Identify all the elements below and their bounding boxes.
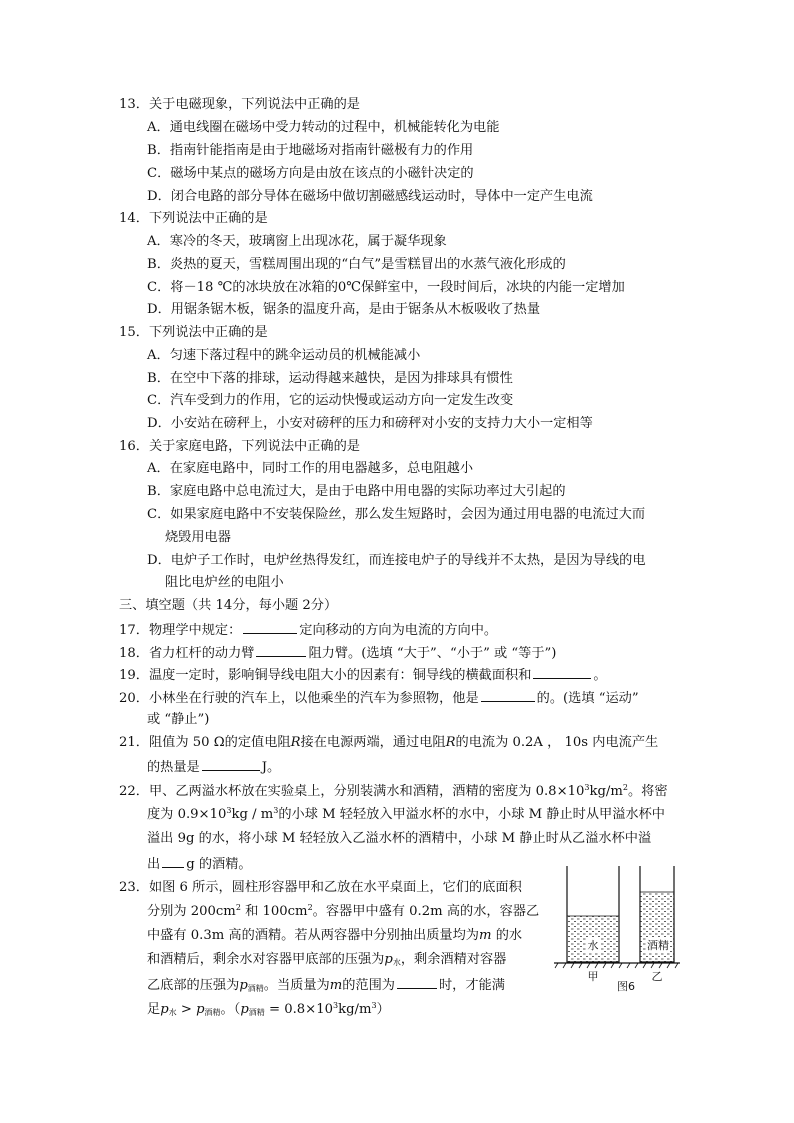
q22-text: 22．甲、乙两溢水杯放在实验桌上，分别装满水和酒精，酒精的密度为 0.8×10: [119, 784, 585, 799]
q19-text-b: 。: [593, 668, 607, 683]
q15-option-c: C．汽车受到力的作用，它的运动快慢或运动方向一定发生改变: [147, 393, 514, 408]
unit: kg / m: [231, 807, 274, 822]
density-symbol: p: [240, 1002, 249, 1017]
q23-line3: [147, 928, 522, 944]
q22-text: 度为 0.9×10: [147, 807, 227, 822]
answer-blank[interactable]: [162, 855, 184, 868]
q22-line3: 溢出 9g 的水，将小球 M 轻轻放入乙溢水杯的酒精中，小球 M 静止时从乙溢水杯中溢: [147, 831, 652, 846]
q22-line2: [147, 807, 665, 823]
answer-blank[interactable]: [243, 621, 297, 634]
q22-line4: [147, 855, 252, 873]
q16-option-c-line2: 烧毁用电器: [165, 530, 231, 545]
answer-blank[interactable]: [481, 689, 535, 702]
alcohol-label: 酒精: [647, 939, 669, 952]
q20-text-b: 的。(选填 “运动”: [536, 691, 639, 706]
q16-stem: 16．关于家庭电路，下列说法中正确的是: [119, 439, 360, 454]
q23-line2: [147, 904, 539, 920]
answer-blank[interactable]: [397, 976, 437, 989]
table-hatching: [555, 963, 678, 968]
q17: [119, 621, 497, 639]
superscript: 3: [333, 1001, 339, 1010]
q22-text: g 的酒精。: [186, 857, 252, 872]
q23-text: 中盛有 0.3m 高的酒精。若从两容器中分别抽出质量均为: [147, 928, 479, 943]
superscript: 2: [622, 783, 628, 792]
q23-text: 。当质量为: [263, 978, 330, 993]
q14-stem: 14．下列说法中正确的是: [119, 211, 268, 226]
q21-line2: [147, 758, 280, 776]
resistor-symbol: R: [445, 735, 456, 750]
superscript: 3: [371, 1001, 377, 1010]
subscript: 酒精: [248, 1008, 265, 1017]
q21-line1: [119, 735, 658, 751]
q22-line1: [119, 784, 668, 800]
q16-option-d-line1: D．电炉子工作时，电炉丝热得发红，而连接电炉子的导线并不太热，是因为导线的电: [147, 553, 646, 568]
q18: [119, 644, 556, 662]
unit: kg/m: [338, 1002, 372, 1017]
q18-text-b: 阻力臂。(选填 “大于”、“小于” 或 “等于”): [308, 646, 557, 661]
q23-text: 分别为 200cm: [147, 904, 236, 919]
q23-text: 。（: [220, 1002, 241, 1017]
q20-text-a: 20．小林坐在行驶的汽车上，以他乘坐的汽车为参照物，他是: [119, 691, 479, 706]
subscript: 水: [168, 1008, 177, 1017]
q23-line1: 23．如图 6 所示，圆柱形容器甲和乙放在水平桌面上，它们的底面积: [119, 880, 522, 895]
q23-text: 乙底部的压强为: [147, 978, 240, 993]
q14-option-c: C．将－18 ℃的冰块放在冰箱的0℃保鲜室中，一段时间后，冰块的内能一定增加: [147, 280, 625, 295]
q13-option-d: D．闭合电路的部分导体在磁场中做切割磁感线运动时，导体中一定产生电流: [147, 189, 593, 204]
superscript: 3: [226, 806, 232, 815]
q14-option-d: D．用锯条锯木板，锯条的温度升高，是由于锯条从木板吸收了热量: [147, 302, 541, 317]
q23-line6: [147, 1002, 390, 1018]
subscript: 酒精: [204, 1008, 221, 1017]
q14-option-a: A．寒冷的冬天，玻璃窗上出现冰花，属于凝华现象: [147, 234, 447, 249]
superscript: 2: [235, 903, 241, 912]
figure-caption: 图6: [617, 980, 635, 992]
answer-blank[interactable]: [256, 644, 306, 657]
q13-option-c: C．磁场中某点的磁场方向是由放在该点的小磁针决定的: [147, 166, 474, 181]
subscript: 水: [392, 958, 401, 967]
q23-line5: [147, 976, 505, 994]
pressure-symbol: p: [196, 1002, 205, 1017]
superscript: 3: [584, 783, 590, 792]
q13-option-a: A．通电线圈在磁场中受力转动的过程中，机械能转化为电能: [147, 120, 500, 135]
q15-stem: 15．下列说法中正确的是: [119, 325, 268, 340]
resistor-symbol: R: [290, 735, 301, 750]
q17-text-b: 定向移动的方向为电流的方向中。: [299, 623, 498, 638]
q19: [119, 666, 607, 684]
q23-text: ）: [376, 1002, 390, 1017]
q18-text-a: 18．省力杠杆的动力臂: [119, 646, 255, 661]
q16-option-d-line2: 阻比电炉丝的电阻小: [165, 575, 284, 590]
q19-text-a: 19．温度一定时，影响铜导线电阻大小的因素有：铜导线的横截面积和: [119, 668, 532, 683]
container-jia-label: 甲: [587, 970, 599, 983]
q20-line2: 或 “静止”): [147, 712, 210, 727]
q22-text: 。将密: [627, 784, 668, 799]
q23-text: 和酒精后，剩余水对容器甲底部的压强为: [147, 952, 385, 967]
q23-text: 和 100cm: [240, 904, 308, 919]
q21-text-c: 的电流为 0.2A ， 10s 内电流产生: [455, 735, 659, 750]
q23-text: 时，才能满: [438, 978, 505, 993]
subscript: 酒精: [247, 984, 264, 993]
section-heading: 三、填空题（共 14分，每小题 2分）: [119, 598, 338, 613]
q23-text: ，剩余酒精对容器: [400, 952, 507, 967]
pressure-symbol: p: [160, 1002, 169, 1017]
answer-blank[interactable]: [533, 666, 591, 679]
q13-stem: 13．关于电磁现象，下列说法中正确的是: [119, 97, 360, 112]
pressure-symbol: p: [239, 978, 248, 993]
mass-symbol: m: [329, 978, 343, 993]
answer-blank[interactable]: [202, 758, 260, 771]
superscript: 2: [307, 903, 313, 912]
q23-text: 的水: [491, 928, 523, 943]
q22-text: 的小球 M 轻轻放入甲溢水杯的水中，小球 M 静止时从甲溢水杯中: [278, 807, 665, 822]
q20-line1: [119, 689, 639, 707]
q15-option-d: D．小安站在磅秤上，小安对磅秤的压力和磅秤对小安的支持力大小一定相等: [147, 416, 593, 431]
q16-option-b: B．家庭电路中总电流过大，是由于电路中用电器的实际功率过大引起的: [147, 484, 566, 499]
q15-option-a: A．匀速下落过程中的跳伞运动员的机械能减小: [147, 348, 421, 363]
q22-text: 出: [147, 857, 161, 872]
q21-text-d: 的热量是: [147, 760, 200, 775]
container-yi-label: 乙: [651, 970, 663, 983]
q16-option-a: A．在家庭电路中，同时工作的用电器越多，总电阻越小: [147, 461, 474, 476]
q23-text: = 0.8×10: [264, 1002, 334, 1017]
q15-option-b: B．在空中下落的排球，运动得越来越快，是因为排球具有惯性: [147, 371, 513, 386]
superscript: 3: [273, 806, 279, 815]
q14-option-b: B．炎热的夏天，雪糕周围出现的“白气”是雪糕冒出的水蒸气液化形成的: [147, 257, 566, 272]
q23-text: 。容器甲中盛有 0.2m 高的水，容器乙: [312, 904, 540, 919]
unit: kg/m: [589, 784, 623, 799]
q21-text-a: 21．阻值为 50 Ω的定值电阻: [119, 735, 291, 750]
q21-text-e: J。: [261, 760, 281, 775]
q16-option-c-line1: C．如果家庭电路中不安装保险丝，那么发生短路时，会因为通过用电器的电流过大而: [147, 507, 646, 522]
water-label: 水: [587, 939, 599, 952]
q13-option-b: B．指南针能指南是由于地磁场对指南针磁极有力的作用: [147, 143, 474, 158]
pressure-symbol: p: [384, 952, 393, 967]
q23-text: 足: [147, 1002, 161, 1017]
q21-text-b: 接在电源两端，通过电阻: [300, 735, 446, 750]
mass-symbol: m: [478, 928, 492, 943]
q23-text: 的范围为: [342, 978, 395, 993]
q23-text: >: [176, 1002, 197, 1017]
figure-6-containers: [552, 862, 682, 992]
q17-text-a: 17．物理学中规定：: [119, 623, 242, 638]
q23-line4: [147, 952, 506, 968]
